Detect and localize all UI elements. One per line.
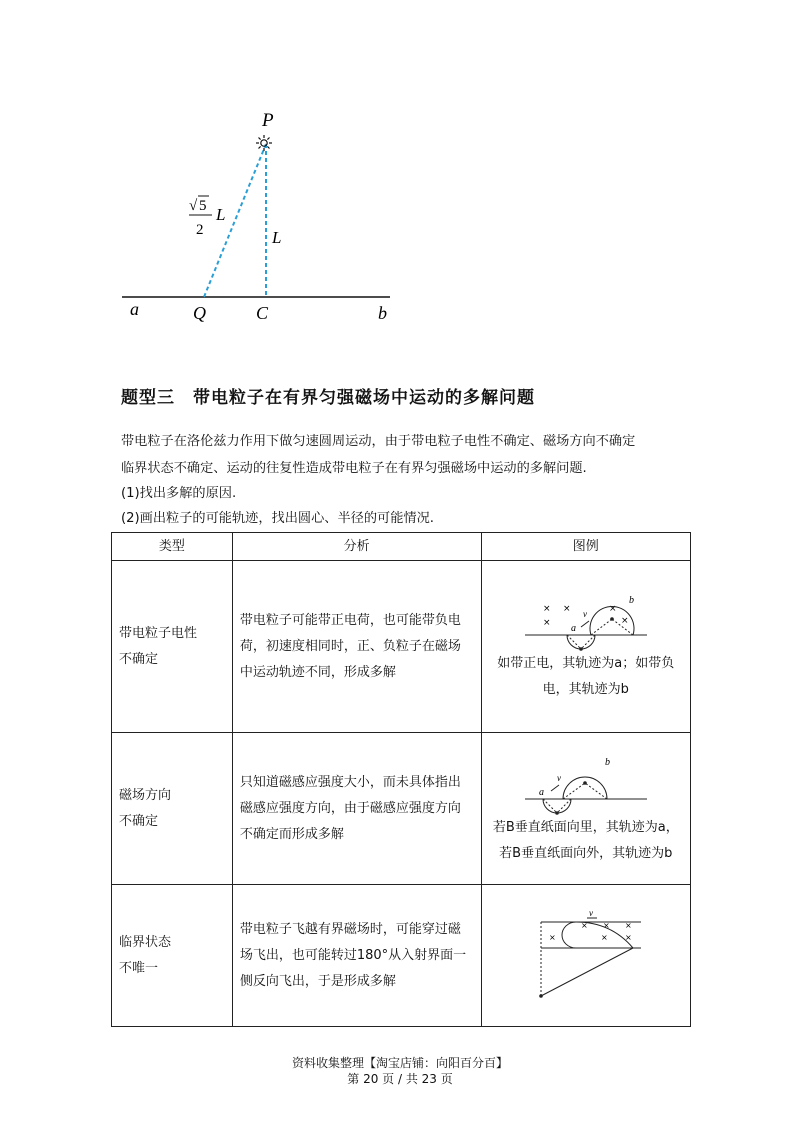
row1-type (112, 561, 233, 733)
label-slant-length: L (216, 205, 226, 224)
cross-mark: × (548, 932, 556, 942)
row3-example (481, 885, 690, 1027)
header-example: 图例 (481, 533, 690, 561)
row1-type-line1: 带电粒子电性 (119, 625, 198, 641)
label-b: b (604, 756, 610, 768)
row1-figure (521, 591, 651, 651)
section-title: 题型三 带电粒子在有界匀强磁场中运动的多解问题 (121, 388, 535, 408)
geometry-diagram (100, 100, 410, 330)
label-b: b (378, 303, 387, 323)
cross-mark: × (620, 615, 629, 626)
table-row (112, 885, 691, 1027)
step-2: (2)画出粒子的可能轨迹，找出圆心、半径的可能情况. (121, 511, 434, 526)
cross-mark: × (600, 932, 608, 942)
row1-example (481, 561, 690, 733)
table-row (112, 561, 691, 733)
label-c: C (256, 303, 269, 323)
header-analysis: 分析 (232, 533, 481, 561)
label-v: v (582, 608, 587, 619)
row2-type-line2: 不确定 (119, 813, 159, 829)
row2-type (112, 733, 233, 885)
row2-figure (521, 751, 651, 815)
label-v: v (556, 772, 561, 783)
label-a: a (570, 622, 576, 634)
table-row (112, 733, 691, 885)
table-header-row (112, 533, 691, 561)
row3-type-line1: 临界状态 (119, 934, 172, 950)
row1-caption: 如带正电，其轨迹为a；如带负电，其轨迹为b (497, 655, 675, 697)
cross-mark: × (602, 920, 610, 930)
label-vertical-length: L (272, 228, 282, 247)
row1-analysis: 带电粒子可能带正电荷，也可能带负电荷，初速度相同时，正、负粒子在磁场中运动轨迹不同，形成多解 (232, 561, 481, 733)
footer-page-number: 第 20 页 / 共 23 页 (347, 1072, 453, 1086)
footer-source: 资料收集整理【淘宝店铺：向阳百分百】 (291, 1056, 508, 1070)
row3-analysis: 带电粒子飞越有界磁场时，可能穿过磁场飞出，也可能转过180°从入射界面一侧反向飞出，于是形成多解 (232, 885, 481, 1027)
row2-caption: 若B垂直纸面向里，其轨迹为a，若B垂直纸面向外，其轨迹为b (492, 819, 679, 861)
row2-example (481, 733, 690, 885)
fraction-denominator: 2 (196, 222, 204, 238)
label-q: Q (193, 303, 206, 323)
label-v: v (588, 907, 593, 918)
cross-mark: × (608, 603, 617, 614)
step-1: (1)找出多解的原因. (121, 486, 237, 501)
intro-line-2: 临界状态不确定、运动的往复性造成带电粒子在有界匀强磁场中运动的多解问题. (121, 461, 587, 476)
row3-figure (521, 908, 651, 1004)
label-a: a (130, 299, 139, 319)
header-type: 类型 (112, 533, 233, 561)
cross-mark: × (542, 603, 551, 614)
cross-mark: × (624, 920, 632, 930)
cross-mark: × (542, 617, 551, 628)
sqrt-symbol: √ (189, 198, 198, 214)
multi-solution-table (111, 532, 691, 1027)
label-a: a (538, 786, 544, 798)
cross-mark: × (580, 920, 588, 930)
cross-mark: × (562, 603, 571, 614)
dashed-line-pq (204, 144, 266, 297)
row3-type (112, 885, 233, 1027)
intro-line-1: 带电粒子在洛伦兹力作用下做匀速圆周运动，由于带电粒子电性不确定、磁场方向不确定 (121, 434, 636, 449)
source-star-icon (256, 135, 272, 151)
row2-type-line1: 磁场方向 (119, 787, 172, 803)
label-p: P (262, 110, 274, 131)
sqrt-number: 5 (199, 198, 207, 214)
row2-analysis: 只知道磁感应强度大小，而未具体指出磁感应强度方向，由于磁感应强度方向不确定而形成多解 (232, 733, 481, 885)
row1-type-line2: 不确定 (119, 651, 159, 667)
row3-type-line2: 不唯一 (119, 960, 159, 976)
cross-mark: × (624, 932, 632, 942)
label-b: b (628, 594, 634, 606)
